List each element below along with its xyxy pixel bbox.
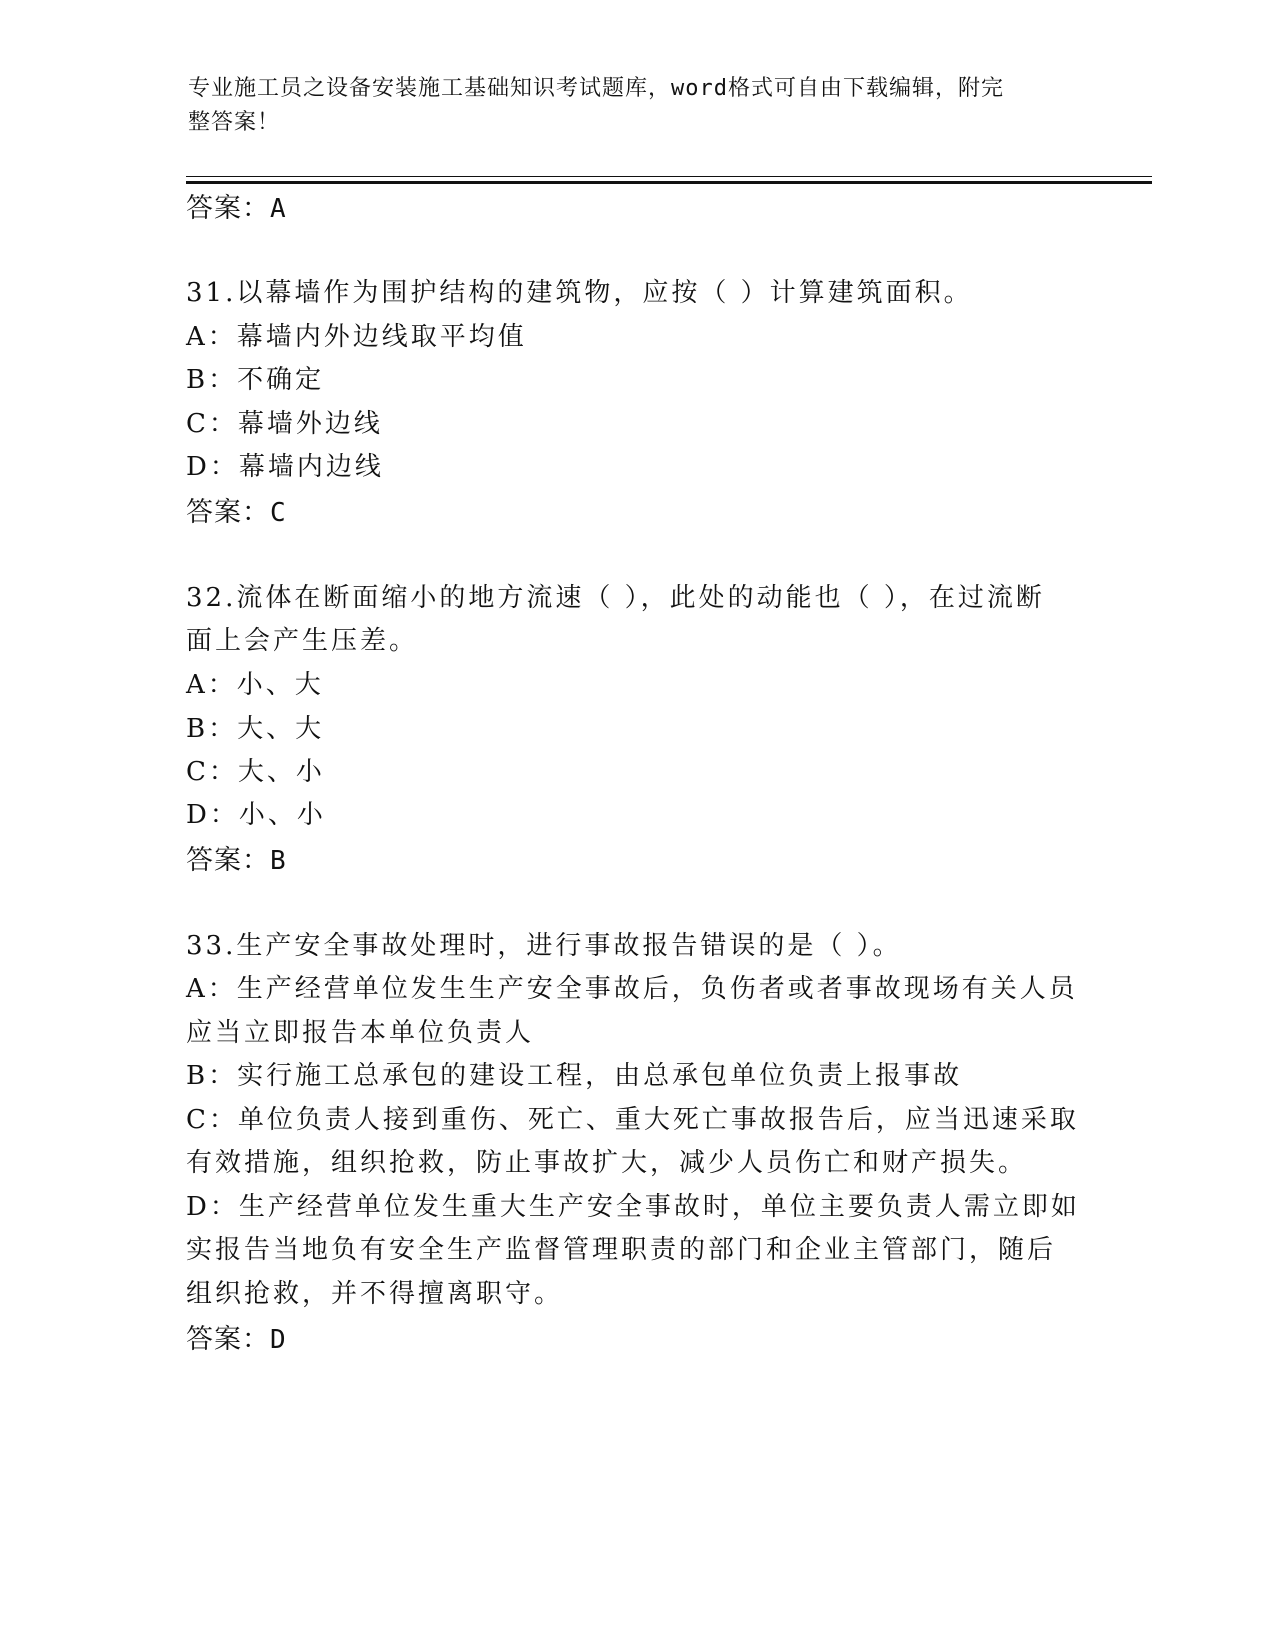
answer-value: A bbox=[270, 194, 287, 224]
q33-option-b: B：实行施工总承包的建设工程，由总承包单位负责上报事故 bbox=[186, 1061, 963, 1091]
q32-stem-line-1: 32.流体在断面缩小的地方流速（ ），此处的动能也（ ），在过流断 bbox=[186, 583, 1045, 613]
header-line-2: 整答案！ bbox=[188, 110, 281, 135]
q31-stem: 31.以幕墙作为围护结构的建筑物，应按（ ）计算建筑面积。 bbox=[186, 278, 973, 308]
q31-option-a: A：幕墙内外边线取平均值 bbox=[186, 322, 527, 352]
q31-answer bbox=[186, 490, 287, 529]
header-divider-thin bbox=[186, 176, 1152, 177]
document-header bbox=[188, 72, 1078, 140]
q33-option-c-line-2: 有效措施，组织抢救，防止事故扩大，减少人员伤亡和财产损失。 bbox=[186, 1148, 1028, 1178]
q33-option-d-line-1: D：生产经营单位发生重大生产安全事故时，单位主要负责人需立即如 bbox=[186, 1192, 1080, 1222]
q33-stem: 33.生产安全事故处理时，进行事故报告错误的是（ ）。 bbox=[186, 931, 902, 961]
q32-option-a: A：小、大 bbox=[186, 670, 324, 700]
q32-option-c: C：大、小 bbox=[186, 757, 325, 787]
header-line-1: 专业施工员之设备安装施工基础知识考试题库，word格式可自由下载编辑，附完 bbox=[188, 76, 1004, 101]
q32-stem-line-2: 面上会产生压差。 bbox=[186, 626, 419, 656]
q33-option-c-line-1: C：单位负责人接到重伤、死亡、重大死亡事故报告后，应当迅速采取 bbox=[186, 1105, 1079, 1135]
answer-label: 答案： bbox=[186, 845, 270, 876]
q32-answer bbox=[186, 838, 287, 877]
q31-option-c: C：幕墙外边线 bbox=[186, 409, 383, 439]
answer-label: 答案： bbox=[186, 497, 270, 528]
q33-option-d-line-3: 组织抢救，并不得擅离职守。 bbox=[186, 1279, 564, 1309]
answer-value: B bbox=[270, 846, 287, 876]
q31-option-b: B：不确定 bbox=[186, 365, 325, 395]
q32-option-b: B：大、大 bbox=[186, 714, 325, 744]
answer-value: C bbox=[270, 498, 287, 528]
answer-label: 答案： bbox=[186, 193, 270, 224]
q33-option-a-line-2: 应当立即报告本单位负责人 bbox=[186, 1018, 535, 1048]
header-divider-thick bbox=[186, 181, 1152, 184]
q33-option-d-line-2: 实报告当地负有安全生产监督管理职责的部门和企业主管部门，随后 bbox=[186, 1235, 1057, 1265]
q31-option-d: D：幕墙内边线 bbox=[186, 452, 384, 482]
q32-option-d: D：小、小 bbox=[186, 800, 326, 830]
answer-value: D bbox=[270, 1325, 287, 1355]
q33-answer bbox=[186, 1317, 287, 1356]
answer-label: 答案： bbox=[186, 1324, 270, 1355]
prev-answer bbox=[186, 186, 287, 225]
q33-option-a-line-1: A：生产经营单位发生生产安全事故后，负伤者或者事故现场有关人员 bbox=[186, 974, 1078, 1004]
